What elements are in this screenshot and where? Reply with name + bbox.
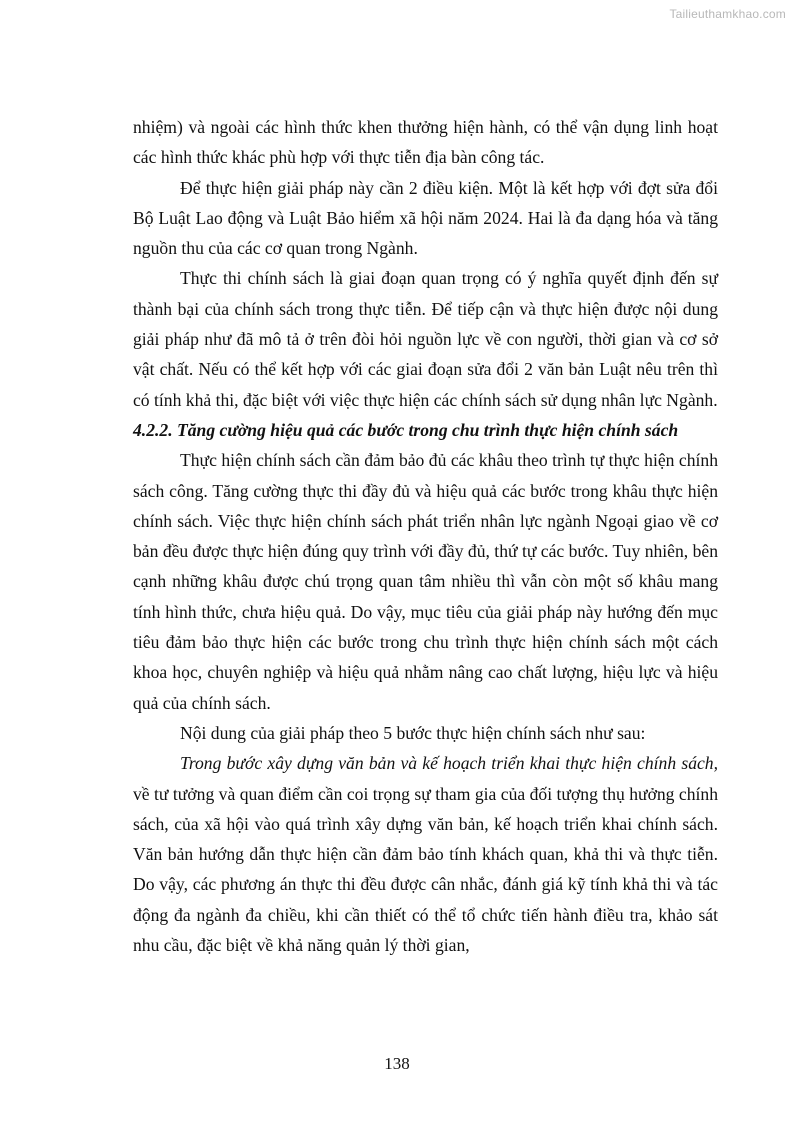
paragraph-policy-steps: Thực hiện chính sách cần đảm bảo đủ các khâu theo trình tự thực hiện chính sách công. Tăng cường thực thi đầy đủ và hiệu quả các bước trong khâu thực hiện chính sách. Việc thực hiện chính sách phát triển nhân lực ngành Ngoại giao về cơ bản đều được thực hiện đúng quy trình với đầy đủ, thứ tự các bước. Tuy nhiên, bên cạnh những khâu được chú trọng quan tâm nhiều thì vẫn còn một số khâu mang tính hình thức, chưa hiệu quả. Do vậy, mục tiêu của giải pháp này hướng đến mục tiêu đảm bảo thực hiện các bước trong chu trình thực hiện chính sách một cách khoa học, chuyên nghiệp và hiệu quả nhằm nâng cao chất lượng, hiệu lực và hiệu quả của chính sách.: [133, 450, 718, 713]
document-body: [133, 112, 718, 960]
watermark: Tailieuthamkhao.com: [669, 7, 786, 21]
paragraph-implementation: Thực thi chính sách là giai đoạn quan trọng có ý nghĩa quyết định đến sự thành bại của chính sách trong thực tiễn. Để tiếp cận và thực hiện được nội dung giải pháp như đã mô tả ở trên đòi hỏi nguồn lực về con người, thời gian và cơ sở vật chất. Nếu có thể kết hợp với các giai đoạn sửa đổi 2 văn bản Luật nêu trên thì có tính khả thi, đặc biệt với việc thực hiện các chính sách sử dụng nhân lực Ngành.: [133, 268, 718, 410]
section-heading: 4.2.2. Tăng cường hiệu quả các bước trong chu trình thực hiện chính sách: [133, 419, 679, 440]
page-number: 138: [384, 1054, 410, 1073]
paragraph-conditions: Để thực hiện giải pháp này cần 2 điều kiện. Một là kết hợp với đợt sửa đổi Bộ Luật Lao động và Luật Bảo hiểm xã hội năm 2024. Hai là đa dạng hóa và tăng nguồn thu của các cơ quan trong Ngành.: [133, 177, 718, 259]
paragraph-drafting-step: [133, 748, 718, 960]
paragraph-continued: nhiệm) và ngoài các hình thức khen thưởng hiện hành, có thể vận dụng linh hoạt các hình thức khác phù hợp với thực tiễn địa bàn công tác.: [133, 117, 718, 168]
paragraph-five-steps: Nội dung của giải pháp theo 5 bước thực hiện chính sách như sau:: [180, 722, 646, 743]
paragraph-drafting-text: về tư tưởng và quan điểm cần coi trọng sự tham gia của đối tượng thụ hưởng chính sách, của xã hội vào quá trình xây dựng văn bản, kế hoạch triển khai chính sách. Văn bản hướng dẫn thực hiện cần đảm bảo tính khách quan, khả thi và thực tiễn. Do vậy, các phương án thực thi đều được cân nhắc, đánh giá kỹ tính khả thi và tác động đa ngành đa chiều, khi cần thiết có thể tổ chức tiến hành điều tra, khảo sát nhu cầu, đặc biệt về khả năng quản lý thời gian,: [133, 783, 718, 956]
italic-phrase: Trong bước xây dựng văn bản và kế hoạch triển khai thực hiện chính sách,: [180, 753, 718, 774]
